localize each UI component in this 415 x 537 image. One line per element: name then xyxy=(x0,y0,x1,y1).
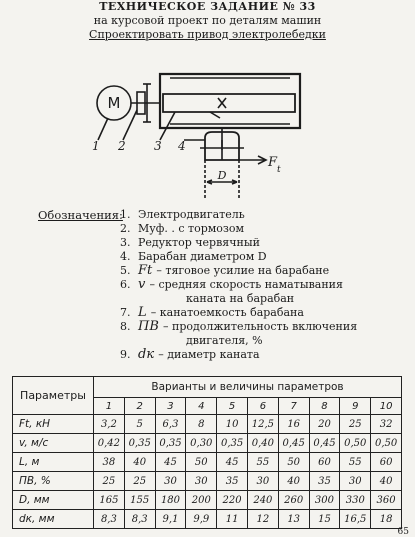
parameters-table xyxy=(12,376,402,529)
variant-number: 8 xyxy=(309,398,340,415)
legend-item-text: Электродвигатель xyxy=(138,208,245,221)
legend-item-2 xyxy=(120,222,357,236)
variant-number: 2 xyxy=(124,398,155,415)
table-cell: 20 xyxy=(309,415,340,434)
table-cell: 155 xyxy=(124,491,155,510)
table-cell: 30 xyxy=(186,472,217,491)
table-cell: 200 xyxy=(186,491,217,510)
table-cell: 25 xyxy=(340,415,371,434)
table-cell: 25 xyxy=(94,472,125,491)
variant-number: 10 xyxy=(371,398,402,415)
legend-item-continuation: каната на барабан xyxy=(186,292,295,305)
table-cell: 30 xyxy=(247,472,278,491)
legend-item-9 xyxy=(120,348,357,362)
table-cell: 240 xyxy=(247,491,278,510)
table-cell: 10 xyxy=(217,415,248,434)
table-cell: 35 xyxy=(309,472,340,491)
variant-number: 1 xyxy=(94,398,125,415)
table-row xyxy=(13,472,402,491)
table-cell: 8,3 xyxy=(94,510,125,529)
legend-heading: Обозначения: xyxy=(38,208,123,222)
row-label: v, м/с xyxy=(13,434,94,453)
legend-item-number: 1. xyxy=(120,208,131,221)
legend-item-text: – диаметр каната xyxy=(158,348,260,361)
table-cell: 45 xyxy=(155,453,186,472)
row-label: dк, мм xyxy=(13,510,94,529)
worm xyxy=(163,94,295,112)
table-cell: 0,35 xyxy=(155,434,186,453)
variants-header: Варианты и величины параметров xyxy=(94,377,402,398)
table-cell: 0,45 xyxy=(309,434,340,453)
table-cell: 0,40 xyxy=(247,434,278,453)
force-label: F xyxy=(268,155,278,170)
table-row xyxy=(13,415,402,434)
table-cell: 30 xyxy=(340,472,371,491)
legend-item-text: Муф. . с тормозом xyxy=(138,222,245,235)
table-cell: 8,3 xyxy=(124,510,155,529)
table-cell: 0,30 xyxy=(186,434,217,453)
table-cell: 0,50 xyxy=(371,434,402,453)
table-cell: 16 xyxy=(278,415,309,434)
table-cell: 30 xyxy=(155,472,186,491)
table-cell: 6,3 xyxy=(155,415,186,434)
motor-label: M xyxy=(107,94,121,112)
table-cell: 13 xyxy=(278,510,309,529)
document-subtitle: на курсовой проект по деталям машин xyxy=(93,14,322,27)
variant-number: 4 xyxy=(186,398,217,415)
table-row xyxy=(13,434,402,453)
legend-item-8 xyxy=(120,320,357,348)
table-cell: 40 xyxy=(371,472,402,491)
legend-item-text: – средняя скорость наматывания xyxy=(149,278,343,291)
table-cell: 300 xyxy=(309,491,340,510)
table-cell: 220 xyxy=(217,491,248,510)
callout-3: 3 xyxy=(154,139,162,153)
legend-item-symbol: L xyxy=(138,305,151,320)
table-row xyxy=(13,491,402,510)
variant-number: 6 xyxy=(247,398,278,415)
callout-4: 4 xyxy=(178,139,186,153)
table-cell: 0,35 xyxy=(124,434,155,453)
table-cell: 45 xyxy=(217,453,248,472)
row-label: L, м xyxy=(13,453,94,472)
table-cell: 12 xyxy=(247,510,278,529)
legend-item-number: 5. xyxy=(120,264,131,277)
task-statement: Спроектировать привод электролебедки xyxy=(89,28,326,41)
legend-item-symbol: dк xyxy=(138,347,159,362)
callout-1: 1 xyxy=(92,139,100,153)
legend-item-number: 9. xyxy=(120,348,131,361)
table-cell: 260 xyxy=(278,491,309,510)
legend-item-symbol: v xyxy=(138,277,150,292)
row-label: ПВ, % xyxy=(13,472,94,491)
legend-item-7 xyxy=(120,306,357,320)
callout-2: 2 xyxy=(118,139,126,153)
table-cell: 360 xyxy=(371,491,402,510)
table-cell: 3,2 xyxy=(94,415,125,434)
table-cell: 15 xyxy=(309,510,340,529)
drum-diameter-label: D xyxy=(217,169,227,182)
table-cell: 180 xyxy=(155,491,186,510)
table-cell: 60 xyxy=(371,453,402,472)
table-cell: 9,1 xyxy=(155,510,186,529)
variant-number: 5 xyxy=(217,398,248,415)
legend-item-text: Барабан диаметром D xyxy=(138,250,267,263)
legend-item-number: 7. xyxy=(120,306,131,319)
table-cell: 0,50 xyxy=(340,434,371,453)
force-label-sub: t xyxy=(277,165,281,175)
legend-item-text: – канатоемкость барабана xyxy=(150,306,304,319)
row-label: Ft, кН xyxy=(13,415,94,434)
table-cell: 165 xyxy=(94,491,125,510)
table-cell: 38 xyxy=(94,453,125,472)
table-cell: 5 xyxy=(124,415,155,434)
legend-item-text: – тяговое усилие на барабане xyxy=(156,264,330,277)
legend-item-number: 6. xyxy=(120,278,131,291)
table-cell: 0,42 xyxy=(94,434,125,453)
legend-item-5 xyxy=(120,264,357,278)
table-cell: 25 xyxy=(124,472,155,491)
variant-number: 9 xyxy=(340,398,371,415)
table-cell: 32 xyxy=(371,415,402,434)
table-cell: 330 xyxy=(340,491,371,510)
table-cell: 8 xyxy=(186,415,217,434)
table-cell: 0,35 xyxy=(217,434,248,453)
legend-item-number: 4. xyxy=(120,250,131,263)
legend-item-text: – продолжительность включения xyxy=(163,320,358,333)
legend-item-1 xyxy=(120,208,357,222)
legend-item-text: Редуктор червячный xyxy=(138,236,260,249)
table-row xyxy=(13,510,402,529)
table-cell: 60 xyxy=(309,453,340,472)
table-cell: 55 xyxy=(247,453,278,472)
legend-item-symbol: ПВ xyxy=(138,319,164,334)
table-row xyxy=(13,453,402,472)
table-cell: 35 xyxy=(217,472,248,491)
document-title: ТЕХНИЧЕСКОЕ ЗАДАНИЕ № 33 xyxy=(99,0,316,13)
table-cell: 9,9 xyxy=(186,510,217,529)
row-label: D, мм xyxy=(13,491,94,510)
table-cell: 40 xyxy=(278,472,309,491)
variant-number: 7 xyxy=(278,398,309,415)
drive-scheme-diagram xyxy=(0,44,415,220)
legend-item-number: 3. xyxy=(120,236,131,249)
variant-number: 3 xyxy=(155,398,186,415)
table-cell: 50 xyxy=(186,453,217,472)
table-cell: 40 xyxy=(124,453,155,472)
page-number: 65 xyxy=(397,527,409,537)
table-cell: 0,45 xyxy=(278,434,309,453)
parameters-table-body xyxy=(13,415,402,529)
legend-item-6 xyxy=(120,278,357,306)
table-cell: 18 xyxy=(371,510,402,529)
table-cell: 16,5 xyxy=(340,510,371,529)
legend-item-symbol: Ft xyxy=(138,263,157,278)
param-column-header: Параметры xyxy=(13,377,94,415)
legend-item-number: 2. xyxy=(120,222,131,235)
legend-item-4 xyxy=(120,250,357,264)
legend-item-3 xyxy=(120,236,357,250)
table-cell: 55 xyxy=(340,453,371,472)
table-cell: 12,5 xyxy=(247,415,278,434)
legend-item-number: 8. xyxy=(120,320,131,333)
table-cell: 11 xyxy=(217,510,248,529)
gearbox-housing xyxy=(160,74,300,128)
legend-item-continuation: двигателя, % xyxy=(186,334,263,347)
table-cell: 50 xyxy=(278,453,309,472)
legend-list xyxy=(120,208,357,362)
